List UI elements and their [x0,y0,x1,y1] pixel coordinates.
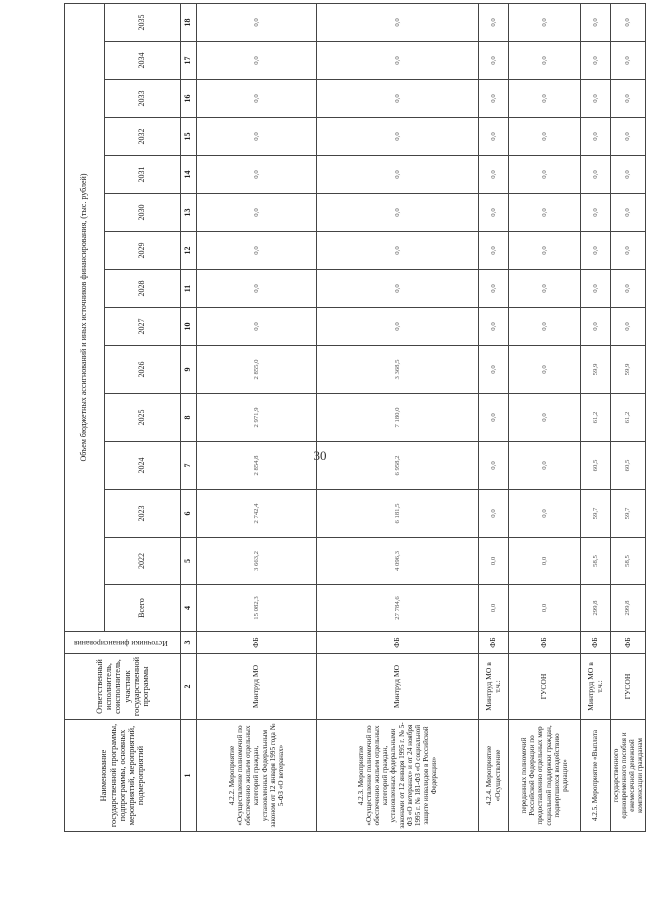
row-value: 0,0 [479,118,509,156]
row-name: государственного единовременного пособия и ежемесячной денежной компенсации гражданам [611,720,646,832]
row-total: 27 784,6 [317,585,479,632]
funding-table [64,3,646,832]
row-value: 0,0 [479,156,509,194]
row-value: 0,0 [479,80,509,118]
row-name: 4.2.4. Мероприятие «Осуществление [479,720,509,832]
row-executor: ГУСОН [611,654,646,720]
row-value: 0,0 [197,118,317,156]
row-value: 59,7 [581,490,611,538]
row-value: 0,0 [509,80,581,118]
row-value: 0,0 [509,346,581,394]
row-value: 0,0 [611,270,646,308]
row-value: 2 854,8 [197,442,317,490]
row-value: 60,5 [611,442,646,490]
header-year: 2028 [105,270,181,308]
row-value: 58,5 [611,538,646,585]
row-value: 0,0 [509,232,581,270]
row-value: 0,0 [479,232,509,270]
row-value: 60,5 [581,442,611,490]
row-value: 0,0 [611,118,646,156]
row-value: 0,0 [611,156,646,194]
row-executor: Минтруд МО в т.ч.: [479,654,509,720]
header-year: 2035 [105,3,181,41]
header-year: 2027 [105,308,181,346]
header-year: 2022 [105,538,181,585]
row-value: 0,0 [197,3,317,41]
row-total: 15 082,3 [197,585,317,632]
row-source: ФБ [581,632,611,654]
page-number: 30 [313,448,327,463]
row-source: ФБ [317,632,479,654]
row-value: 59,7 [611,490,646,538]
table-row [317,3,479,831]
column-number: 3 [181,632,197,654]
table-row [479,3,509,831]
column-number: 8 [181,394,197,442]
row-value: 0,0 [197,42,317,80]
row-value: 0,0 [581,194,611,232]
column-numbers-row [181,3,197,831]
row-value: 59,9 [611,346,646,394]
column-number: 9 [181,346,197,394]
header-source: Источники финансирования [65,632,181,654]
row-value: 2 971,9 [197,394,317,442]
row-value: 0,0 [197,308,317,346]
row-value: 0,0 [317,42,479,80]
row-value: 0,0 [479,538,509,585]
header-year: 2024 [105,442,181,490]
row-value: 61,2 [611,394,646,442]
row-name: 4.2.2. Мероприятие «Осуществление полномочий по обеспечению жильем отдельных категорий граждан, установленных Федеральным законом от 12 января 1995 года № 5-ФЗ «О ветеранах» [197,720,317,832]
column-number: 4 [181,585,197,632]
rotated-table-wrapper [64,14,645,832]
header-year: 2033 [105,80,181,118]
row-value: 0,0 [581,156,611,194]
table-row [197,3,317,831]
row-value: 0,0 [317,194,479,232]
header-total: Всего [105,585,181,632]
row-value: 0,0 [581,3,611,41]
row-value: 0,0 [479,3,509,41]
row-source: ФБ [509,632,581,654]
row-executor: Минтруд МО в т.ч.: [581,654,611,720]
row-value: 0,0 [479,42,509,80]
row-value: 0,0 [317,80,479,118]
row-value: 0,0 [197,156,317,194]
header-year: 2029 [105,232,181,270]
row-value: 0,0 [581,42,611,80]
column-number: 7 [181,442,197,490]
row-total: 0,0 [509,585,581,632]
row-value: 0,0 [611,3,646,41]
row-value: 0,0 [479,442,509,490]
header-year: 2034 [105,42,181,80]
row-value: 58,5 [581,538,611,585]
row-value: 0,0 [317,3,479,41]
row-name: 4.2.3. Мероприятие «Осуществление полномочий по обеспечению жильем отдельных категорий граждан, установленных федеральными законами от 12 января 1995 г. № 5-ФЗ «О ветеранах» и от 24 ноября 1995 г. № 181-ФЗ «О социальной защите инвалидов в Российской Федерации» [317,720,479,832]
row-value: 0,0 [317,270,479,308]
table-row [611,3,646,831]
row-value: 0,0 [509,3,581,41]
row-value: 0,0 [509,118,581,156]
header-year: 2030 [105,194,181,232]
row-total: 299,8 [611,585,646,632]
column-number: 10 [181,308,197,346]
row-value: 3 663,2 [197,538,317,585]
row-value: 0,0 [197,232,317,270]
row-value: 0,0 [611,42,646,80]
row-name: 4.2.5. Мероприятие «Выплата [581,720,611,832]
row-value: 0,0 [509,308,581,346]
table-row [509,3,581,831]
header-year: 2026 [105,346,181,394]
row-value: 0,0 [479,308,509,346]
row-value: 0,0 [509,394,581,442]
row-value: 0,0 [509,538,581,585]
row-value: 0,0 [611,308,646,346]
column-number: 15 [181,118,197,156]
row-value: 0,0 [509,490,581,538]
header-name: Наименование государственной программы, подпрограммы, основных мероприятий, мероприятий, подмероприятий [65,720,181,832]
row-total: 0,0 [479,585,509,632]
row-source: ФБ [197,632,317,654]
row-value: 4 096,3 [317,538,479,585]
row-value: 0,0 [581,232,611,270]
column-number: 1 [181,720,197,832]
header-executor: Ответственный исполнитель, соисполнитель, участник государственной программы [65,654,181,720]
header-year: 2032 [105,118,181,156]
column-number: 17 [181,42,197,80]
row-name: переданных полномочий Российской Федерации по предоставлению отдельных мер социальной поддержки граждан, подвергшихся воздействию радиации» [509,720,581,832]
header-year: 2023 [105,490,181,538]
row-value: 0,0 [317,156,479,194]
row-value: 0,0 [581,270,611,308]
row-source: ФБ [611,632,646,654]
column-number: 16 [181,80,197,118]
column-number: 5 [181,538,197,585]
row-executor: ГУСОН [509,654,581,720]
column-number: 12 [181,232,197,270]
row-value: 0,0 [611,80,646,118]
column-number: 6 [181,490,197,538]
row-value: 0,0 [509,194,581,232]
row-value: 3 368,5 [317,346,479,394]
row-value: 0,0 [197,194,317,232]
row-value: 0,0 [509,442,581,490]
row-value: 61,2 [581,394,611,442]
row-value: 6 181,5 [317,490,479,538]
row-value: 0,0 [509,42,581,80]
column-number: 13 [181,194,197,232]
row-value: 2 742,4 [197,490,317,538]
row-value: 0,0 [581,308,611,346]
row-value: 0,0 [197,80,317,118]
row-value: 0,0 [611,194,646,232]
row-executor: Минтруд МО [317,654,479,720]
row-value: 0,0 [479,490,509,538]
row-value: 0,0 [509,156,581,194]
row-value: 6 958,2 [317,442,479,490]
header-funding: Объем бюджетных ассигнований и иных источников финансирования, (тыс. рублей) [65,3,105,631]
header-year: 2031 [105,156,181,194]
row-value: 0,0 [581,80,611,118]
row-executor: Минтруд МО [197,654,317,720]
row-value: 0,0 [479,270,509,308]
row-value: 0,0 [479,346,509,394]
row-value: 2 855,0 [197,346,317,394]
row-value: 0,0 [197,270,317,308]
column-number: 14 [181,156,197,194]
row-value: 0,0 [479,394,509,442]
row-value: 0,0 [611,232,646,270]
row-source: ФБ [479,632,509,654]
column-number: 11 [181,270,197,308]
row-value: 0,0 [317,118,479,156]
row-total: 299,8 [581,585,611,632]
row-value: 0,0 [509,270,581,308]
row-value: 0,0 [317,308,479,346]
column-number: 18 [181,3,197,41]
row-value: 0,0 [581,118,611,156]
header-year: 2025 [105,394,181,442]
column-number: 2 [181,654,197,720]
row-value: 0,0 [317,232,479,270]
row-value: 7 180,0 [317,394,479,442]
table-row [581,3,611,831]
row-value: 59,9 [581,346,611,394]
row-value: 0,0 [479,194,509,232]
